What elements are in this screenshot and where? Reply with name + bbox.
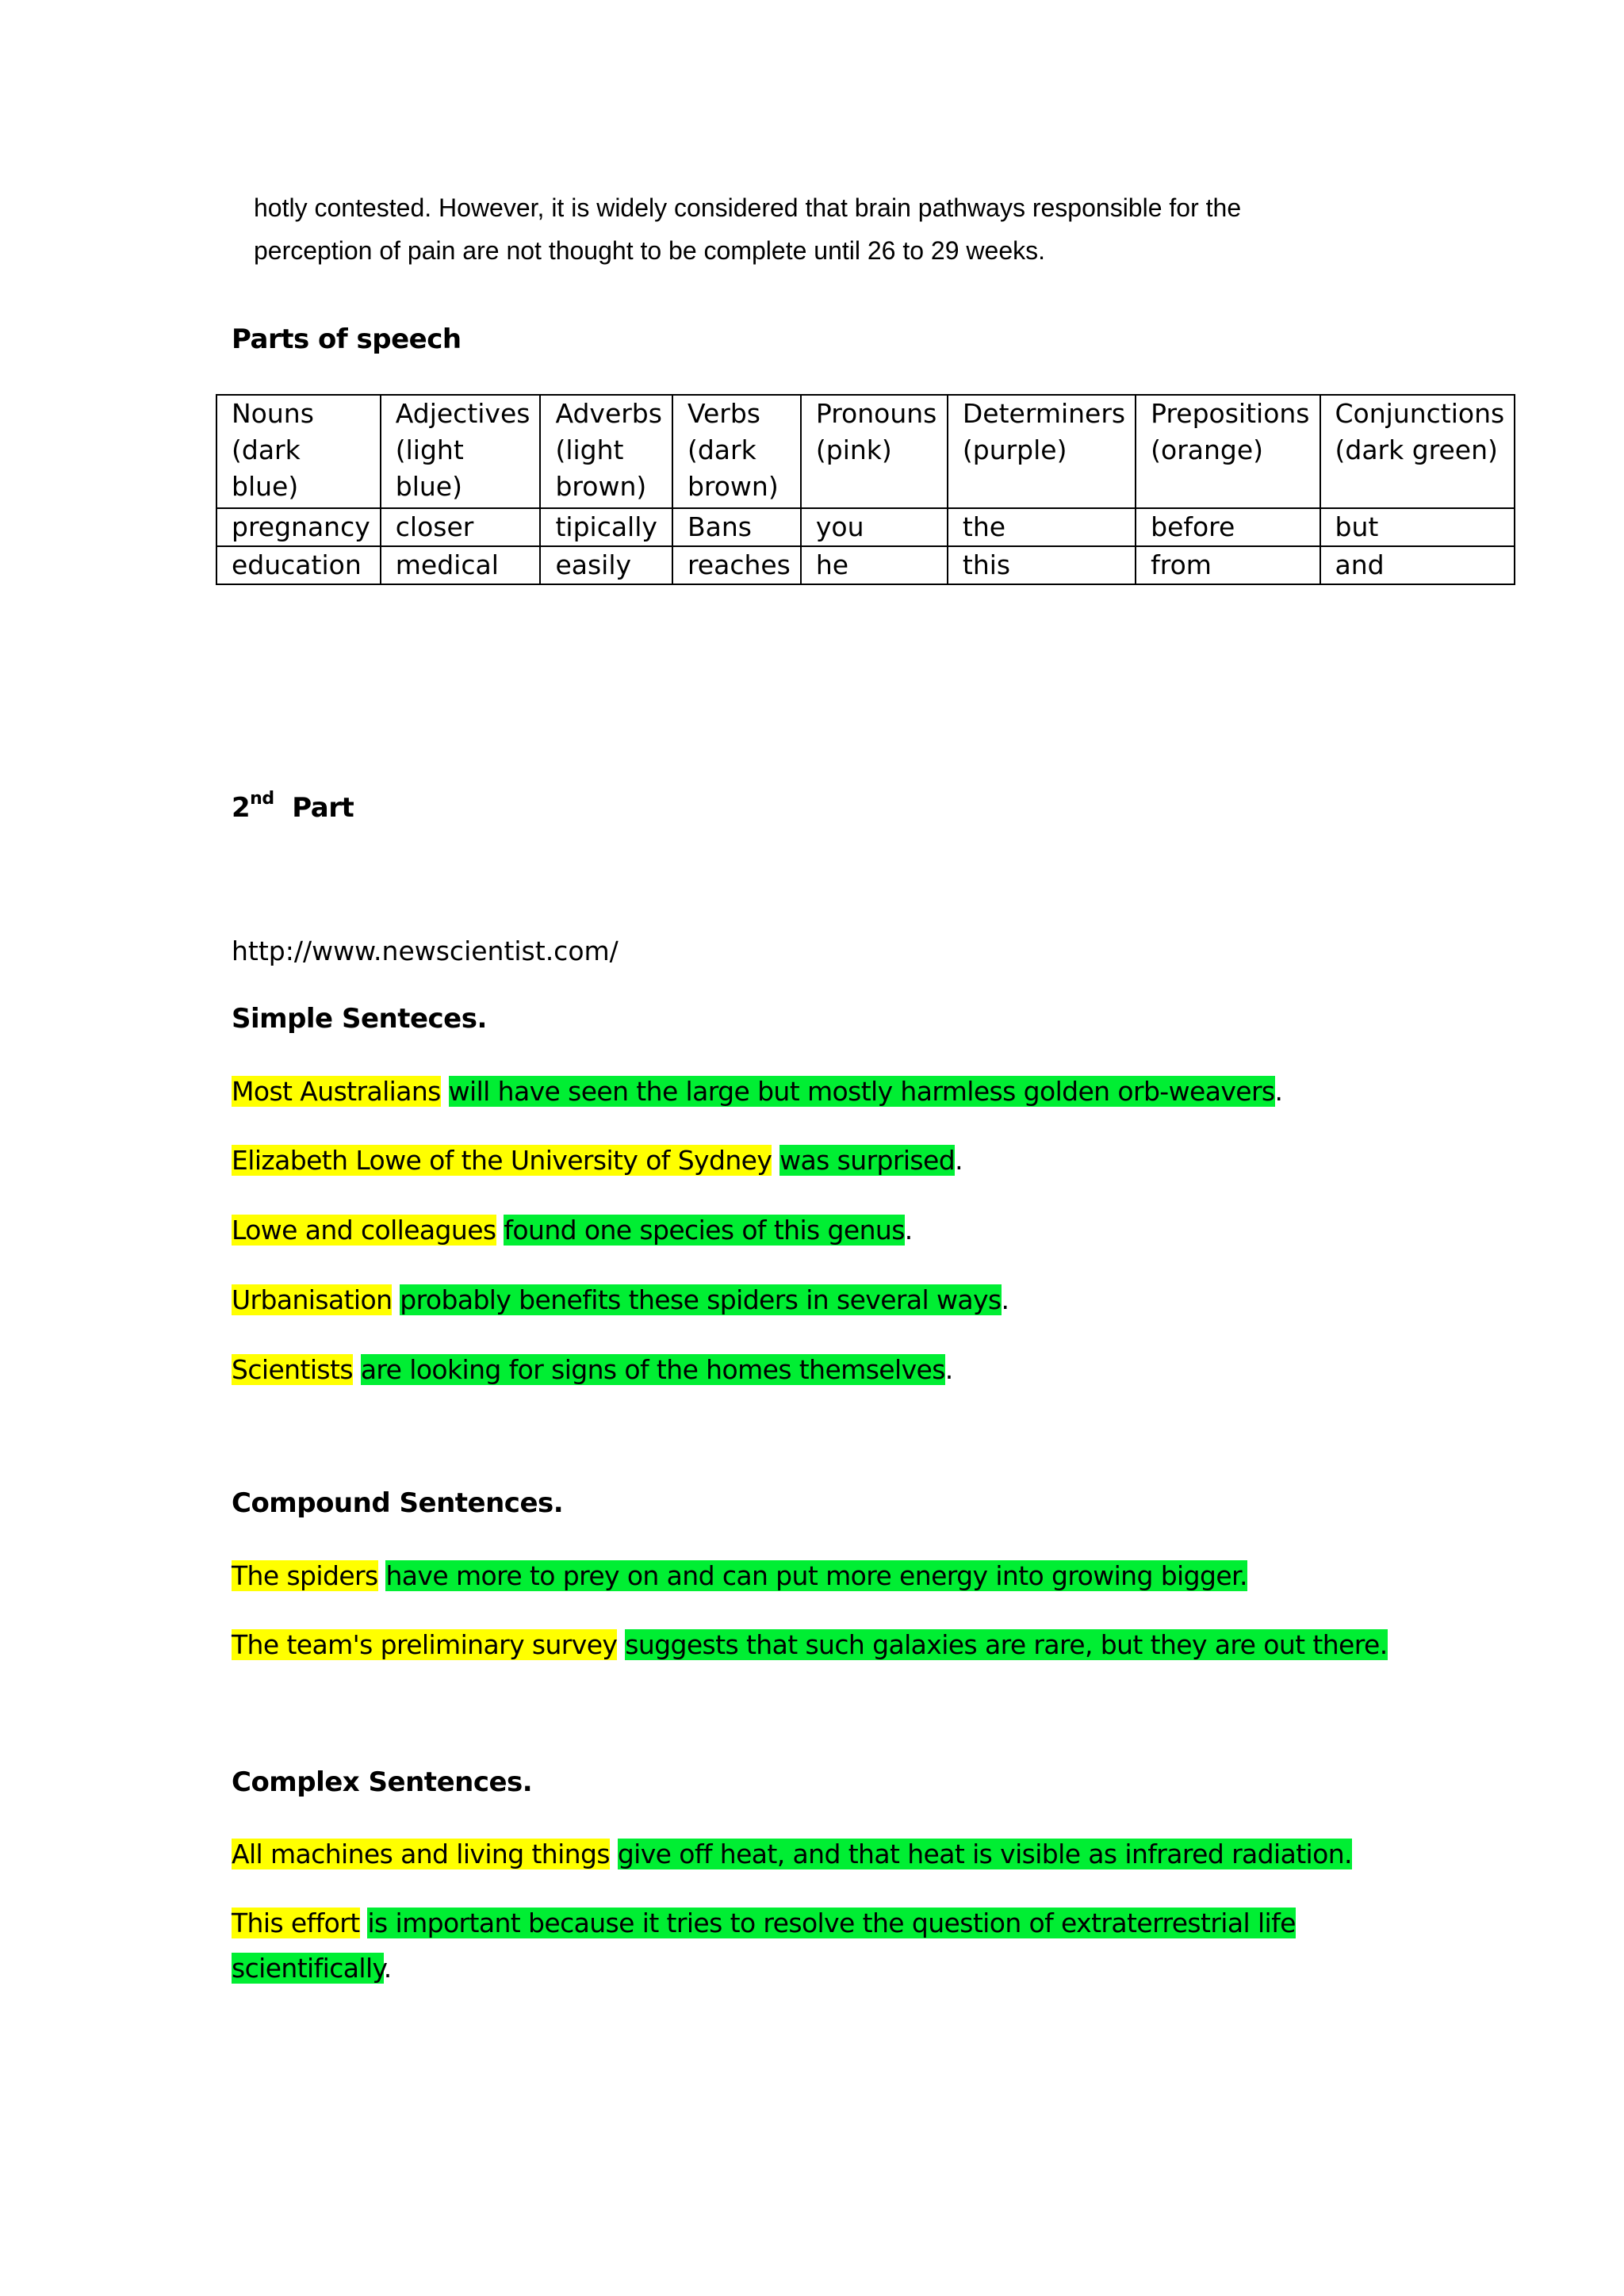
predicate-highlight: have more to prey on and can put more energy into growing bigger.	[385, 1560, 1247, 1591]
column-header-pronouns: Pronouns (pink)	[801, 395, 948, 508]
subject-highlight: Scientists	[232, 1354, 353, 1385]
predicate-highlight: give off heat, and that heat is visible as infrared radiation.	[617, 1839, 1352, 1869]
column-header-adverbs: Adverbs (light brown)	[540, 395, 672, 508]
simple-sentences-heading: Simple Senteces.	[232, 1003, 487, 1035]
second-part-ordinal: nd	[250, 789, 274, 809]
predicate-highlight: found one species of this genus	[504, 1215, 905, 1246]
table-cell: easily	[540, 546, 672, 584]
predicate-highlight: is important because it tries to resolve the question of extraterrestrial life	[367, 1908, 1296, 1938]
table-cell: this	[948, 546, 1136, 584]
table-row	[216, 508, 1515, 546]
complex-sentence-1	[232, 1836, 1352, 1873]
table-cell: before	[1136, 508, 1320, 546]
intro-line-2: perception of pain are not thought to be complete until 26 to 29 weeks.	[254, 236, 1045, 265]
column-header-verbs: Verbs (dark brown)	[672, 395, 801, 508]
table-cell: closer	[381, 508, 541, 546]
subject-highlight: Most Australians	[232, 1076, 441, 1107]
column-header-conjunctions: Conjunctions (dark green)	[1320, 395, 1515, 508]
predicate-highlight: probably benefits these spiders in several ways	[400, 1284, 1002, 1315]
table-cell: Bans	[672, 508, 801, 546]
table-cell: he	[801, 546, 948, 584]
simple-sentence-2	[232, 1142, 963, 1179]
sentence-end: .	[383, 1953, 392, 1984]
table-cell: and	[1320, 546, 1515, 584]
complex-sentence-2-line-1	[232, 1905, 1296, 1942]
subject-highlight: Elizabeth Lowe of the University of Sydney	[232, 1145, 772, 1176]
complex-sentence-2-line-2	[232, 1950, 392, 1987]
sentence-end: .	[944, 1354, 953, 1385]
second-part-number: 2	[232, 792, 251, 824]
simple-sentence-4	[232, 1282, 1009, 1318]
second-part-heading	[232, 789, 354, 824]
table-cell: the	[948, 508, 1136, 546]
subject-highlight: All machines and living things	[232, 1839, 610, 1869]
column-header-prepositions: Prepositions (orange)	[1136, 395, 1320, 508]
parts-of-speech-table	[216, 394, 1515, 585]
table-cell: pregnancy	[216, 508, 381, 546]
predicate-highlight: will have seen the large but mostly harmless golden orb-weavers	[448, 1076, 1275, 1107]
compound-sentence-1	[232, 1558, 1247, 1594]
parts-of-speech-heading: Parts of speech	[232, 323, 462, 355]
simple-sentence-1	[232, 1073, 1282, 1110]
predicate-highlight: scientifically	[232, 1953, 384, 1984]
table-cell: but	[1320, 508, 1515, 546]
column-header-determiners: Determiners (purple)	[948, 395, 1136, 508]
column-header-nouns: Nouns (dark blue)	[216, 395, 381, 508]
column-header-adjectives: Adjectives (light blue)	[381, 395, 541, 508]
subject-highlight: This effort	[232, 1908, 360, 1938]
intro-paragraph	[254, 186, 1380, 272]
simple-sentence-3	[232, 1212, 913, 1249]
subject-highlight: The team's preliminary survey	[232, 1629, 618, 1660]
table-cell: tipically	[540, 508, 672, 546]
source-url: http://www.newscientist.com/	[232, 936, 619, 966]
table-cell: from	[1136, 546, 1320, 584]
table-row	[216, 546, 1515, 584]
compound-sentences-heading: Compound Sentences.	[232, 1487, 564, 1519]
sentence-end: .	[904, 1215, 913, 1246]
intro-line-1: hotly contested. However, it is widely considered that brain pathways responsible for the	[254, 193, 1242, 222]
predicate-highlight: suggests that such galaxies are rare, but they are out there.	[625, 1629, 1388, 1660]
sentence-end: .	[955, 1145, 963, 1176]
table-cell: you	[801, 508, 948, 546]
complex-sentences-heading: Complex Sentences.	[232, 1766, 533, 1798]
subject-highlight: Urbanisation	[232, 1284, 393, 1315]
simple-sentence-5	[232, 1352, 953, 1388]
table-cell: reaches	[672, 546, 801, 584]
compound-sentence-2	[232, 1627, 1388, 1663]
predicate-highlight: are looking for signs of the homes themselves	[360, 1354, 945, 1385]
predicate-highlight: was surprised	[779, 1145, 956, 1176]
subject-highlight: The spiders	[232, 1560, 378, 1591]
second-part-word: Part	[292, 792, 354, 824]
sentence-end: .	[1001, 1284, 1009, 1315]
subject-highlight: Lowe and colleagues	[232, 1215, 496, 1246]
table-cell: medical	[381, 546, 541, 584]
sentence-end: .	[1274, 1076, 1283, 1107]
table-header-row	[216, 395, 1515, 508]
table-cell: education	[216, 546, 381, 584]
